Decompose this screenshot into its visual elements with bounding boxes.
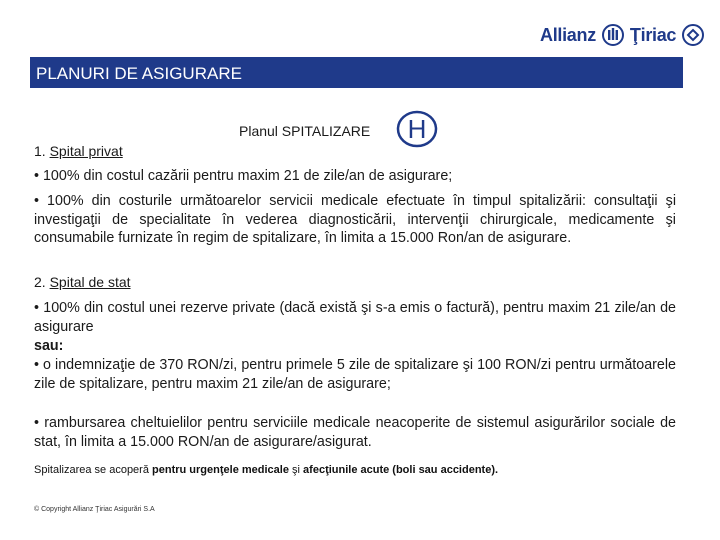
section-1-number: 1. [34,143,46,159]
section-2-bullet-1: • 100% din costul unei rezerve private (dacă există şi s-a emis o factură), pentru maxim 21 zile/an de asigurare [34,300,676,335]
hospital-h-icon [396,110,438,148]
coverage-note-acute: afecţiunile acute (boli sau accidente). [303,464,499,476]
page-title: PLANURI DE ASIGURARE [36,64,242,83]
tiriac-mark-icon [682,24,704,46]
section-1-bullet-1: • 100% din costul cazării pentru maxim 21 de zile/an de asigurare; [34,168,453,184]
coverage-note [34,464,498,476]
copyright-footer: © Copyright Allianz Ţiriac Asigurări S.A [34,506,155,513]
section-2-bullet-3: • rambursarea cheltuielilor pentru serviciile medicale neacoperite de sistemul asigurărilor sociale de stat, în limita a 15.000 RON/an de asigurare/asigurat. [34,415,676,450]
section-2-label: Spital de stat [49,274,131,290]
section-2-heading [34,274,131,290]
brand-name-allianz: Allianz [540,24,596,45]
section-2-or-label: sau: [34,338,64,354]
brand-name-tiriac: Ţiriac [629,24,677,45]
section-1-heading [34,143,123,159]
section-1-bullet-2: • 100% din costurile următoarelor servicii medicale efectuate în timpul spitalizării: consultaţii şi investigaţii de specialitate în vederea diagnosticării, intervenţii chirurgicale, medicamente şi consumabile furnizate în regim de spitalizare, în limita a 15.000 Ron/an de asigurare. [34,193,676,246]
section-2-bullet-2: • o indemnizaţie de 370 RON/zi, pentru primele 5 zile de spitalizare şi 100 RON/zi pentru următoarele zile de spitalizare, pentru maxim 21 zile/an de asigurare; [34,357,676,392]
allianz-eagle-icon [602,24,624,46]
coverage-note-mid: şi [292,464,300,476]
coverage-note-prefix: Spitalizarea se acoperă [34,464,149,476]
section-2-number: 2. [34,274,46,290]
coverage-note-emergency: pentru urgenţele medicale [152,464,289,476]
plan-title: Planul SPITALIZARE [239,123,371,139]
section-1-label: Spital privat [49,143,123,159]
brand-logo [540,20,704,50]
hospital-h-letter: H [407,114,427,144]
section-header-bar [30,57,683,88]
